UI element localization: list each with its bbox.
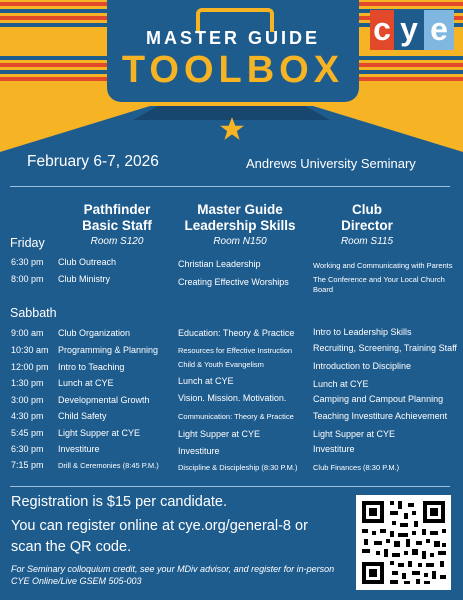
- schedule-cell: Lunch at CYE: [58, 378, 114, 388]
- event-venue: Andrews University Seminary: [246, 156, 416, 171]
- section-friday: Friday: [10, 236, 45, 250]
- divider: [10, 186, 450, 187]
- schedule-cell: Investiture: [313, 444, 355, 454]
- column-title: Pathfinder: [83, 202, 151, 217]
- column-room: Room S115: [340, 236, 394, 247]
- schedule-cell: Discipline & Discipleship (8:30 P.M.): [178, 463, 298, 472]
- section-sabbath: Sabbath: [10, 306, 57, 320]
- schedule-cell: Developmental Growth: [58, 395, 150, 405]
- logo-letter-y: y: [394, 10, 424, 50]
- schedule-time: 5:45 pm: [11, 428, 44, 438]
- schedule-time: 6:30 pm: [11, 444, 44, 454]
- schedule-time: 10:30 am: [11, 345, 49, 355]
- column-header-club-director: [312, 202, 422, 248]
- star-icon: [219, 116, 245, 142]
- schedule-time: 4:30 pm: [11, 411, 44, 421]
- register-online-text: You can register online at cye.org/general-8 or: [11, 518, 308, 534]
- column-header-pathfinder: [62, 202, 172, 248]
- schedule-time: 9:00 am: [11, 328, 44, 338]
- column-title: Club: [352, 202, 382, 217]
- cye-logo: [370, 10, 454, 50]
- scan-qr-text: scan the QR code.: [11, 539, 132, 555]
- schedule-cell: Vision. Mission. Motivation.: [178, 393, 287, 403]
- schedule-cell: Club Finances (8:30 P.M.): [313, 463, 400, 472]
- schedule-cell: Light Supper at CYE: [313, 429, 396, 439]
- column-title: Leadership Skills: [184, 218, 296, 233]
- header-title: TOOLBOX: [121, 49, 345, 91]
- header-subtitle: MASTER GUIDE: [145, 28, 320, 48]
- column-header-master-guide: [172, 202, 308, 248]
- schedule-time: 8:00 pm: [11, 274, 44, 284]
- event-dates: February 6-7, 2026: [27, 153, 159, 170]
- schedule-cell: Investiture: [58, 444, 100, 454]
- schedule-time: 3:00 pm: [11, 395, 44, 405]
- column-room: Room N150: [213, 236, 267, 247]
- schedule-cell: Creating Effective Worships: [178, 277, 289, 287]
- schedule-cell: Drill & Ceremonies (8:45 P.M.): [58, 461, 159, 470]
- schedule-cell: Club Outreach: [58, 257, 117, 267]
- credit-note: For Seminary colloquium credit, see your MDiv advisor, and register for in-person CYE Online/Live GSEM 505-003: [11, 564, 335, 586]
- header-band: [0, 0, 463, 152]
- schedule-cell: Lunch at CYE: [178, 376, 234, 386]
- schedule-cell: Club Ministry: [58, 274, 111, 284]
- schedule-cell: Introduction to Discipline: [313, 361, 412, 371]
- qr-code[interactable]: [356, 495, 451, 590]
- column-title: Master Guide: [197, 202, 283, 217]
- schedule-cell: Christian Leadership: [178, 259, 261, 269]
- schedule-cell: Child Safety: [58, 411, 107, 421]
- schedule-cell: Recruiting, Screening, Training Staff: [313, 343, 457, 353]
- column-title: Director: [341, 218, 393, 233]
- schedule-cell: Investiture: [178, 446, 220, 456]
- schedule-time: 12:00 pm: [11, 362, 49, 372]
- registration-fee: Registration is $15 per candidate.: [11, 494, 228, 510]
- schedule-time: 7:15 pm: [11, 460, 44, 470]
- schedule-cell: Light Supper at CYE: [178, 429, 261, 439]
- schedule-cell: Club Organization: [58, 328, 131, 338]
- schedule-cell: Programming & Planning: [58, 345, 159, 355]
- schedule-cell: Child & Youth Evangelism: [178, 360, 264, 369]
- schedule-time: 1:30 pm: [11, 378, 44, 388]
- schedule-time: 6:30 pm: [11, 257, 44, 267]
- schedule-cell: Education: Theory & Practice: [178, 328, 295, 338]
- logo-letter-e: e: [424, 10, 454, 50]
- schedule-cell: Camping and Campout Planning: [313, 394, 444, 404]
- schedule-cell: Teaching Investiture Achievement: [313, 411, 448, 421]
- schedule-cell: Intro to Teaching: [58, 362, 125, 372]
- column-title: Basic Staff: [82, 218, 152, 233]
- qr-code-pattern: [356, 495, 451, 590]
- schedule-cell: Intro to Leadership Skills: [313, 327, 412, 337]
- schedule-cell: Resources for Effective Instruction: [178, 346, 293, 355]
- schedule-cell: The Conference and Your Local Church Board: [313, 275, 445, 294]
- schedule-cell: Light Supper at CYE: [58, 428, 141, 438]
- schedule-cell: Communication: Theory & Practice: [178, 412, 294, 421]
- schedule-cell: Lunch at CYE: [313, 379, 369, 389]
- logo-letter-c: c: [370, 10, 394, 50]
- schedule-cell: Working and Communicating with Parents: [313, 261, 453, 270]
- column-room: Room S120: [90, 236, 144, 247]
- divider: [10, 486, 450, 487]
